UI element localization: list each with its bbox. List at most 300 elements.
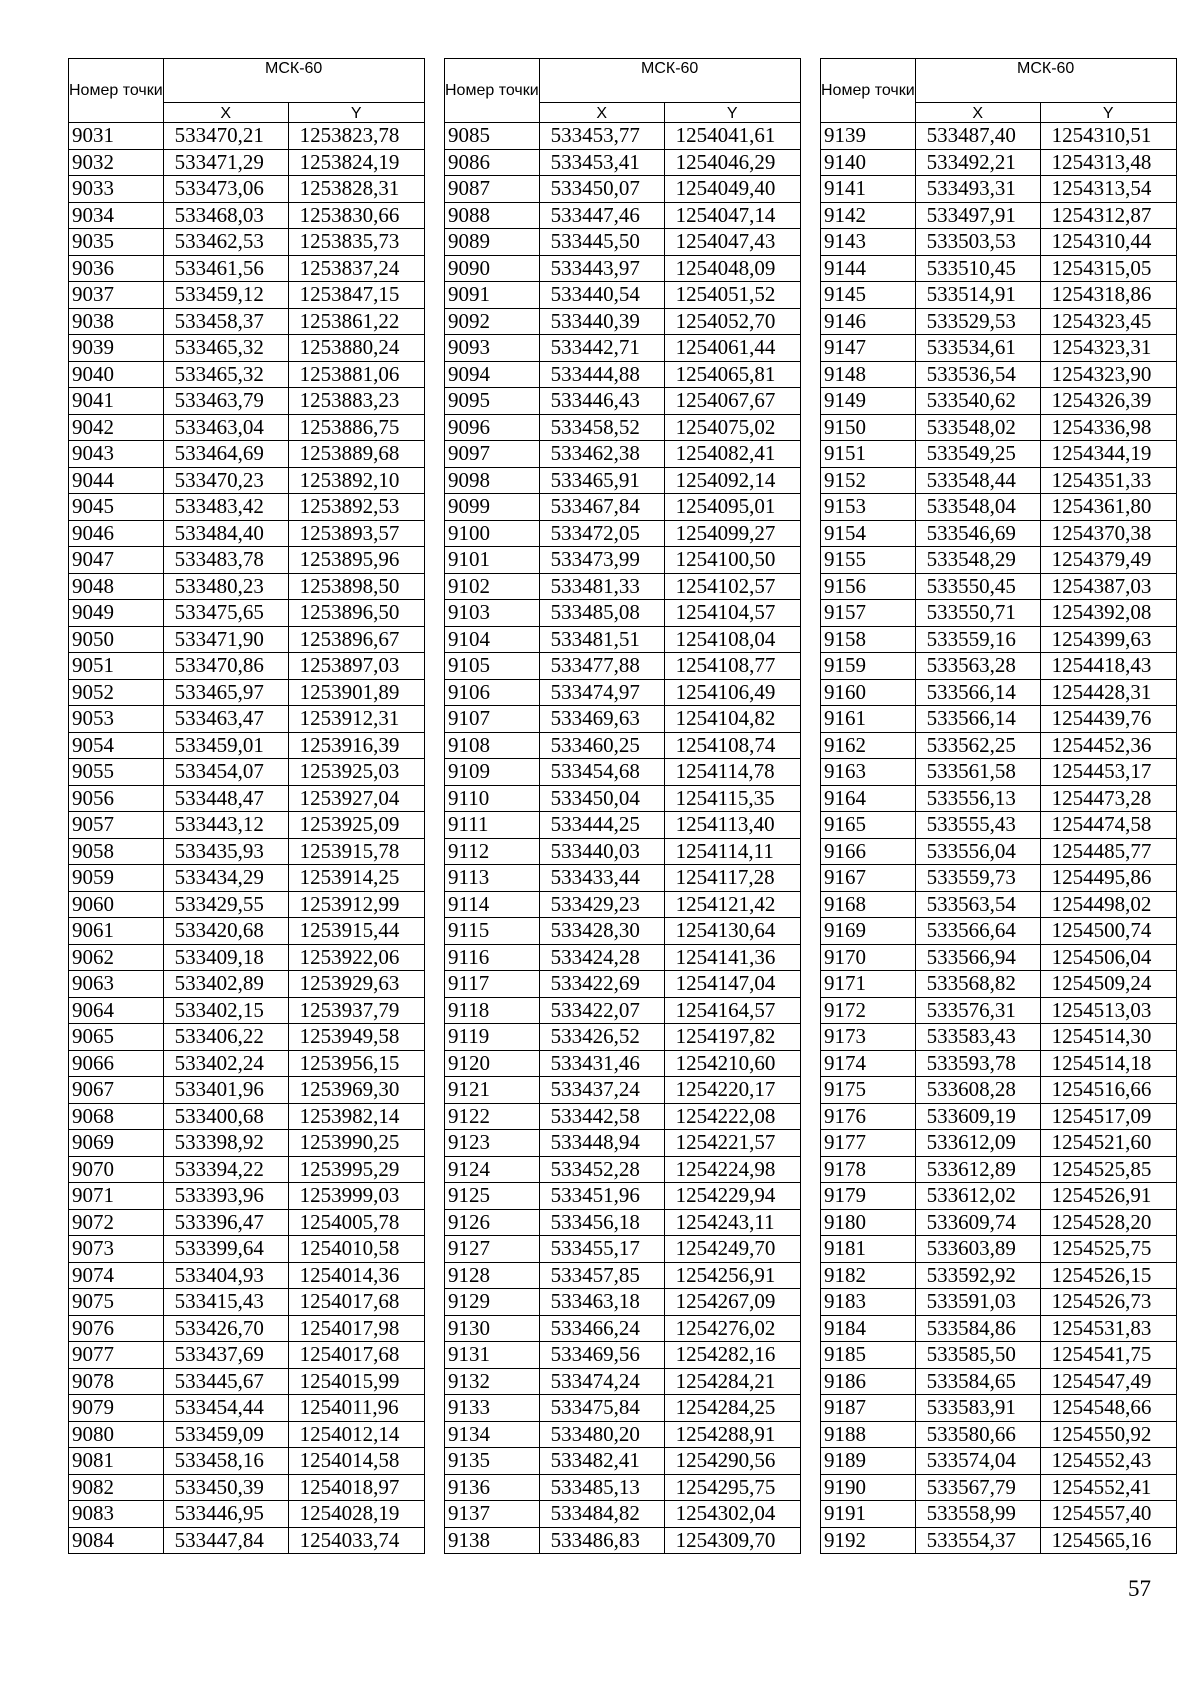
y-coordinate-cell: 1253896,50 [288,600,424,627]
y-coordinate-cell: 1253969,30 [288,1077,424,1104]
x-coordinate-cell: 533402,89 [163,971,288,998]
x-coordinate-cell: 533426,52 [539,1024,664,1051]
y-coordinate-cell: 1254256,91 [664,1262,800,1289]
y-coordinate-cell: 1254552,41 [1040,1474,1176,1501]
y-coordinate-cell: 1254015,99 [288,1368,424,1395]
point-number-cell: 9160 [821,679,916,706]
point-number-cell: 9188 [821,1421,916,1448]
x-coordinate-cell: 533454,07 [163,759,288,786]
x-coordinate-cell: 533446,95 [163,1501,288,1528]
point-number-cell: 9133 [445,1395,540,1422]
y-coordinate-cell: 1253982,14 [288,1103,424,1130]
x-coordinate-cell: 533481,51 [539,626,664,653]
y-coordinate-cell: 1254548,66 [1040,1395,1176,1422]
y-coordinate-cell: 1254108,04 [664,626,800,653]
point-number-cell: 9113 [445,865,540,892]
table-row [445,467,801,494]
y-coordinate-cell: 1253912,99 [288,891,424,918]
x-coordinate-cell: 533415,43 [163,1289,288,1316]
table-row [821,176,1177,203]
y-coordinate-cell: 1253925,03 [288,759,424,786]
x-coordinate-cell: 533471,90 [163,626,288,653]
x-coordinate-cell: 533567,79 [915,1474,1040,1501]
x-coordinate-cell: 533473,06 [163,176,288,203]
table-row [69,494,425,521]
y-coordinate-cell: 1254313,54 [1040,176,1176,203]
point-number-cell: 9042 [69,414,164,441]
y-coordinate-cell: 1254229,94 [664,1183,800,1210]
point-number-cell: 9164 [821,785,916,812]
table-row [69,202,425,229]
coordinates-table-1 [68,58,425,1554]
table-row [445,1315,801,1342]
table-row [821,573,1177,600]
x-coordinate-cell: 533454,68 [539,759,664,786]
x-coordinate-cell: 533485,13 [539,1474,664,1501]
table-row [69,865,425,892]
y-coordinate-cell: 1253895,96 [288,547,424,574]
point-number-cell: 9177 [821,1130,916,1157]
table-row [821,1024,1177,1051]
point-number-cell: 9063 [69,971,164,998]
point-number-cell: 9095 [445,388,540,415]
y-header: Y [288,103,424,123]
y-coordinate-cell: 1254221,57 [664,1130,800,1157]
y-coordinate-cell: 1254288,91 [664,1421,800,1448]
y-coordinate-cell: 1254224,98 [664,1156,800,1183]
point-number-cell: 9139 [821,123,916,150]
y-coordinate-cell: 1254099,27 [664,520,800,547]
point-number-cell: 9175 [821,1077,916,1104]
y-coordinate-cell: 1253990,25 [288,1130,424,1157]
table-row [69,706,425,733]
table-row [69,1501,425,1528]
x-coordinate-cell: 533447,84 [163,1527,288,1554]
x-coordinate-cell: 533420,68 [163,918,288,945]
x-coordinate-cell: 533550,71 [915,600,1040,627]
point-number-cell: 9148 [821,361,916,388]
x-coordinate-cell: 533603,89 [915,1236,1040,1263]
x-coordinate-cell: 533443,97 [539,255,664,282]
table-row [69,1527,425,1554]
point-number-cell: 9089 [445,229,540,256]
table-row [821,600,1177,627]
x-coordinate-cell: 533470,86 [163,653,288,680]
y-coordinate-cell: 1254047,14 [664,202,800,229]
y-coordinate-cell: 1254550,92 [1040,1421,1176,1448]
x-coordinate-cell: 533447,46 [539,202,664,229]
point-number-cell: 9049 [69,600,164,627]
table-row [821,1448,1177,1475]
point-number-cell: 9191 [821,1501,916,1528]
point-number-cell: 9189 [821,1448,916,1475]
point-number-cell: 9066 [69,1050,164,1077]
y-coordinate-cell: 1253999,03 [288,1183,424,1210]
table-row [445,971,801,998]
point-number-cell: 9134 [445,1421,540,1448]
y-coordinate-cell: 1253995,29 [288,1156,424,1183]
point-number-cell: 9078 [69,1368,164,1395]
point-number-cell: 9125 [445,1183,540,1210]
y-coordinate-cell: 1254220,17 [664,1077,800,1104]
y-coordinate-cell: 1253896,67 [288,626,424,653]
x-coordinate-cell: 533566,14 [915,706,1040,733]
point-number-cell: 9057 [69,812,164,839]
y-coordinate-cell: 1254313,48 [1040,149,1176,176]
x-coordinate-cell: 533463,04 [163,414,288,441]
y-coordinate-cell: 1253828,31 [288,176,424,203]
table-row [69,1183,425,1210]
point-number-cell: 9046 [69,520,164,547]
y-coordinate-cell: 1254295,75 [664,1474,800,1501]
table-row [69,1368,425,1395]
point-number-cell: 9102 [445,573,540,600]
table-row [821,679,1177,706]
y-coordinate-cell: 1253927,04 [288,785,424,812]
y-coordinate-cell: 1253892,10 [288,467,424,494]
x-coordinate-cell: 533480,20 [539,1421,664,1448]
x-coordinate-cell: 533475,84 [539,1395,664,1422]
point-number-cell: 9045 [69,494,164,521]
point-number-cell: 9156 [821,573,916,600]
point-number-cell: 9060 [69,891,164,918]
x-coordinate-cell: 533474,24 [539,1368,664,1395]
table-row [69,282,425,309]
x-coordinate-cell: 533426,70 [163,1315,288,1342]
x-coordinate-cell: 533465,91 [539,467,664,494]
point-number-cell: 9068 [69,1103,164,1130]
y-coordinate-cell: 1254323,31 [1040,335,1176,362]
point-number-cell: 9117 [445,971,540,998]
point-number-cell: 9069 [69,1130,164,1157]
x-coordinate-cell: 533612,02 [915,1183,1040,1210]
point-number-cell: 9053 [69,706,164,733]
table-row [445,176,801,203]
point-number-cell: 9044 [69,467,164,494]
point-number-cell: 9037 [69,282,164,309]
y-coordinate-cell: 1254095,01 [664,494,800,521]
x-coordinate-cell: 533444,88 [539,361,664,388]
x-coordinate-cell: 533609,19 [915,1103,1040,1130]
point-number-cell: 9170 [821,944,916,971]
y-coordinate-cell: 1254049,40 [664,176,800,203]
table-row [69,997,425,1024]
y-coordinate-cell: 1253883,23 [288,388,424,415]
point-number-cell: 9086 [445,149,540,176]
point-number-cell: 9178 [821,1156,916,1183]
point-number-cell: 9064 [69,997,164,1024]
point-number-cell: 9168 [821,891,916,918]
x-coordinate-cell: 533458,16 [163,1448,288,1475]
y-coordinate-cell: 1253912,31 [288,706,424,733]
table-row [69,467,425,494]
point-number-cell: 9100 [445,520,540,547]
x-coordinate-cell: 533463,79 [163,388,288,415]
x-coordinate-cell: 533466,24 [539,1315,664,1342]
x-coordinate-cell: 533394,22 [163,1156,288,1183]
y-coordinate-cell: 1253956,15 [288,1050,424,1077]
y-coordinate-cell: 1253949,58 [288,1024,424,1051]
y-coordinate-cell: 1254290,56 [664,1448,800,1475]
x-coordinate-cell: 533470,23 [163,467,288,494]
table-row [821,1289,1177,1316]
y-coordinate-cell: 1253886,75 [288,414,424,441]
x-coordinate-cell: 533455,17 [539,1236,664,1263]
x-coordinate-cell: 533556,04 [915,838,1040,865]
table-row [69,1050,425,1077]
coordinate-system-header: МСК-60 [163,59,424,103]
x-coordinate-cell: 533409,18 [163,944,288,971]
x-coordinate-cell: 533442,71 [539,335,664,362]
x-coordinate-cell: 533434,29 [163,865,288,892]
point-number-cell: 9070 [69,1156,164,1183]
table-row [445,414,801,441]
table-row [821,838,1177,865]
table-row [445,388,801,415]
y-coordinate-cell: 1254473,28 [1040,785,1176,812]
y-coordinate-cell: 1254114,78 [664,759,800,786]
y-coordinate-cell: 1253881,06 [288,361,424,388]
table-row [821,1395,1177,1422]
point-number-cell: 9077 [69,1342,164,1369]
y-coordinate-cell: 1253897,03 [288,653,424,680]
table-row [445,944,801,971]
y-coordinate-cell: 1254541,75 [1040,1342,1176,1369]
point-number-cell: 9094 [445,361,540,388]
y-coordinate-cell: 1253915,44 [288,918,424,945]
y-coordinate-cell: 1254113,40 [664,812,800,839]
table-row [821,388,1177,415]
y-coordinate-cell: 1253922,06 [288,944,424,971]
y-coordinate-cell: 1254516,66 [1040,1077,1176,1104]
x-coordinate-cell: 533487,40 [915,123,1040,150]
table-row [821,812,1177,839]
table-row [69,812,425,839]
point-number-cell: 9059 [69,865,164,892]
x-coordinate-cell: 533514,91 [915,282,1040,309]
table-row [445,282,801,309]
y-coordinate-cell: 1254082,41 [664,441,800,468]
x-coordinate-cell: 533402,15 [163,997,288,1024]
table-row [445,1289,801,1316]
y-coordinate-cell: 1254514,30 [1040,1024,1176,1051]
table-row [821,1527,1177,1554]
x-coordinate-cell: 533399,64 [163,1236,288,1263]
table-row [69,1236,425,1263]
y-coordinate-cell: 1254028,19 [288,1501,424,1528]
table-row [69,1024,425,1051]
point-number-cell: 9135 [445,1448,540,1475]
table-row [445,573,801,600]
table-row [821,706,1177,733]
point-number-cell: 9176 [821,1103,916,1130]
point-number-cell: 9079 [69,1395,164,1422]
point-number-cell: 9143 [821,229,916,256]
y-coordinate-cell: 1254033,74 [288,1527,424,1554]
x-coordinate-cell: 533540,62 [915,388,1040,415]
point-number-cell: 9101 [445,547,540,574]
table-row [69,441,425,468]
point-number-cell: 9110 [445,785,540,812]
table-row [821,1474,1177,1501]
x-coordinate-cell: 533422,69 [539,971,664,998]
y-coordinate-cell: 1254323,90 [1040,361,1176,388]
x-coordinate-cell: 533404,93 [163,1262,288,1289]
x-coordinate-cell: 533446,43 [539,388,664,415]
point-number-cell: 9056 [69,785,164,812]
point-number-cell: 9072 [69,1209,164,1236]
point-number-cell: 9180 [821,1209,916,1236]
y-coordinate-cell: 1254051,52 [664,282,800,309]
x-coordinate-cell: 533556,13 [915,785,1040,812]
table-row [445,1262,801,1289]
x-coordinate-cell: 533473,99 [539,547,664,574]
y-coordinate-cell: 1254108,77 [664,653,800,680]
point-number-cell: 9092 [445,308,540,335]
x-coordinate-cell: 533454,44 [163,1395,288,1422]
x-coordinate-cell: 533435,93 [163,838,288,865]
table-row [821,1077,1177,1104]
table-row [69,1103,425,1130]
y-coordinate-cell: 1253830,66 [288,202,424,229]
point-number-cell: 9146 [821,308,916,335]
y-coordinate-cell: 1253824,19 [288,149,424,176]
point-number-cell: 9120 [445,1050,540,1077]
x-coordinate-cell: 533453,41 [539,149,664,176]
y-coordinate-cell: 1254102,57 [664,573,800,600]
point-number-cell: 9171 [821,971,916,998]
x-coordinate-cell: 533475,65 [163,600,288,627]
table-row [821,255,1177,282]
point-number-cell: 9136 [445,1474,540,1501]
table-row [445,1368,801,1395]
table-row [69,944,425,971]
point-number-cell: 9162 [821,732,916,759]
point-number-header: Номер точки [821,59,916,123]
x-coordinate-cell: 533481,33 [539,573,664,600]
y-coordinate-cell: 1254114,11 [664,838,800,865]
table-row [445,520,801,547]
point-number-cell: 9192 [821,1527,916,1554]
table-row [69,361,425,388]
table-row [445,361,801,388]
x-coordinate-cell: 533583,91 [915,1395,1040,1422]
y-coordinate-cell: 1254310,44 [1040,229,1176,256]
table-row [821,785,1177,812]
table-row [69,732,425,759]
y-coordinate-cell: 1254012,14 [288,1421,424,1448]
point-number-cell: 9051 [69,653,164,680]
table-row [69,1209,425,1236]
x-coordinate-cell: 533549,25 [915,441,1040,468]
x-coordinate-cell: 533574,04 [915,1448,1040,1475]
x-coordinate-cell: 533468,03 [163,202,288,229]
table-row [445,1421,801,1448]
point-number-cell: 9152 [821,467,916,494]
table-row [445,1501,801,1528]
x-coordinate-cell: 533585,50 [915,1342,1040,1369]
table-row [821,944,1177,971]
table-row [445,679,801,706]
table-row [821,1183,1177,1210]
point-number-cell: 9183 [821,1289,916,1316]
x-coordinate-cell: 533463,47 [163,706,288,733]
x-coordinate-cell: 533448,94 [539,1130,664,1157]
point-number-cell: 9091 [445,282,540,309]
table-row [821,732,1177,759]
table-row [69,785,425,812]
x-coordinate-cell: 533548,02 [915,414,1040,441]
x-coordinate-cell: 533576,31 [915,997,1040,1024]
point-number-cell: 9126 [445,1209,540,1236]
y-coordinate-cell: 1254147,04 [664,971,800,998]
table-row [821,653,1177,680]
point-number-cell: 9111 [445,812,540,839]
x-coordinate-cell: 533562,25 [915,732,1040,759]
point-number-cell: 9151 [821,441,916,468]
x-coordinate-cell: 533482,41 [539,1448,664,1475]
x-coordinate-cell: 533484,82 [539,1501,664,1528]
y-coordinate-cell: 1254284,21 [664,1368,800,1395]
table-row [445,759,801,786]
y-coordinate-cell: 1254428,31 [1040,679,1176,706]
table-row [821,361,1177,388]
point-number-cell: 9137 [445,1501,540,1528]
y-coordinate-cell: 1254528,20 [1040,1209,1176,1236]
table-row [69,149,425,176]
point-number-cell: 9088 [445,202,540,229]
table-row [69,229,425,256]
table-row [445,838,801,865]
y-coordinate-cell: 1254141,36 [664,944,800,971]
point-number-cell: 9145 [821,282,916,309]
point-number-cell: 9036 [69,255,164,282]
y-coordinate-cell: 1254048,09 [664,255,800,282]
x-coordinate-cell: 533484,40 [163,520,288,547]
y-coordinate-cell: 1254017,68 [288,1289,424,1316]
table-row [69,255,425,282]
point-number-cell: 9107 [445,706,540,733]
point-number-cell: 9087 [445,176,540,203]
x-coordinate-cell: 533456,18 [539,1209,664,1236]
x-coordinate-cell: 533393,96 [163,1183,288,1210]
x-coordinate-cell: 533458,37 [163,308,288,335]
y-coordinate-cell: 1254010,58 [288,1236,424,1263]
point-number-cell: 9142 [821,202,916,229]
y-coordinate-cell: 1254526,15 [1040,1262,1176,1289]
x-coordinate-cell: 533559,73 [915,865,1040,892]
y-coordinate-cell: 1254495,86 [1040,865,1176,892]
y-coordinate-cell: 1253914,25 [288,865,424,892]
y-coordinate-cell: 1254379,49 [1040,547,1176,574]
y-coordinate-cell: 1253937,79 [288,997,424,1024]
table-row [445,626,801,653]
x-coordinate-cell: 533591,03 [915,1289,1040,1316]
point-number-cell: 9166 [821,838,916,865]
x-coordinate-cell: 533534,61 [915,335,1040,362]
table-row [445,255,801,282]
x-coordinate-cell: 533563,54 [915,891,1040,918]
point-number-cell: 9179 [821,1183,916,1210]
y-coordinate-cell: 1254017,98 [288,1315,424,1342]
table-row [445,1342,801,1369]
x-coordinate-cell: 533469,56 [539,1342,664,1369]
table-row [821,865,1177,892]
x-coordinate-cell: 533465,32 [163,361,288,388]
y-coordinate-cell: 1254017,68 [288,1342,424,1369]
point-number-header: Номер точки [69,59,164,123]
x-coordinate-cell: 533609,74 [915,1209,1040,1236]
